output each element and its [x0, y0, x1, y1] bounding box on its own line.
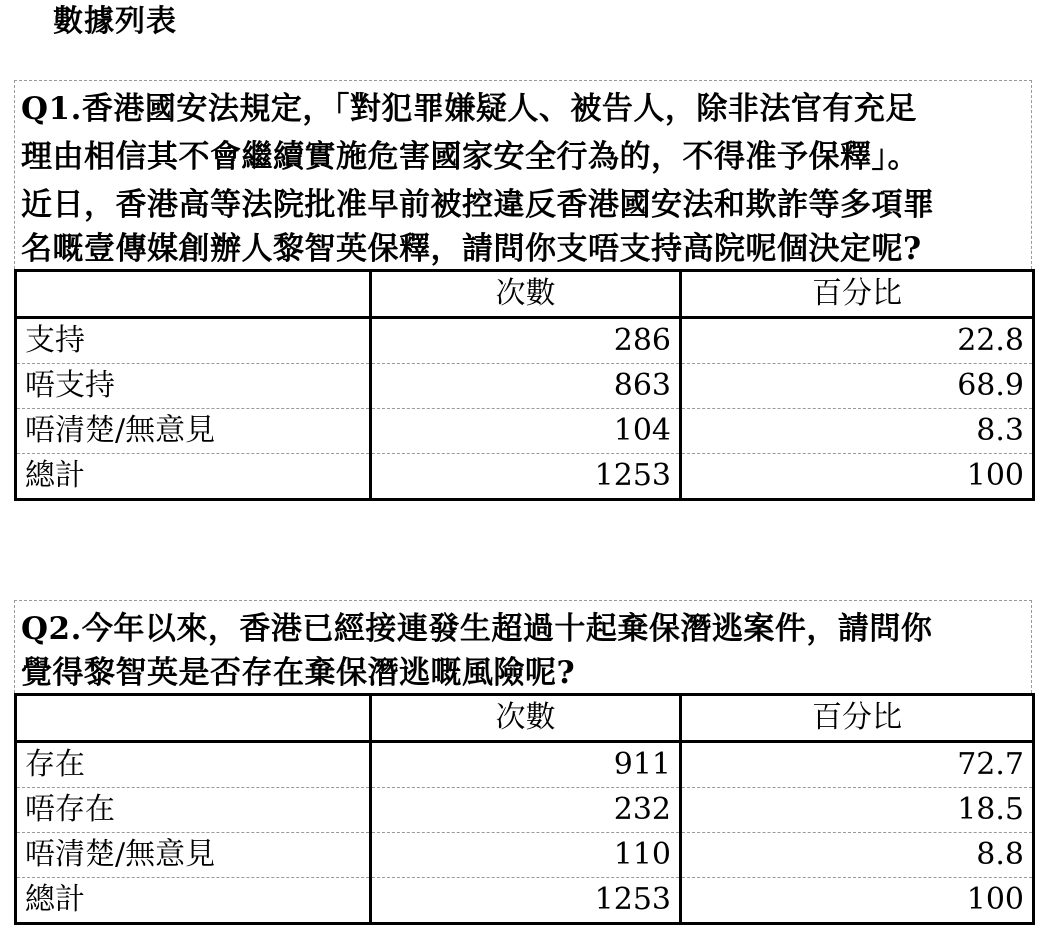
table-row: [16, 788, 1034, 833]
row-label: 存在: [16, 742, 371, 788]
row-percent: 22.8: [681, 318, 1034, 364]
row-percent: 100: [681, 454, 1034, 500]
row-percent: 8.3: [681, 409, 1034, 454]
question-block-q2: [14, 600, 1032, 925]
header-percent-cell: 百分比: [681, 271, 1034, 318]
table-row: [16, 742, 1034, 788]
header-label-cell: [16, 695, 371, 742]
table-row-total: [16, 454, 1034, 500]
row-label: 總計: [16, 878, 371, 924]
header-count-cell: 次數: [371, 271, 681, 318]
results-table-q1: [14, 269, 1035, 501]
question-line: 理由相信其不會繼續實施危害國家安全行為的，不得准予保釋」。: [21, 139, 919, 175]
question-line: Q1.香港國安法規定，「對犯罪嫌疑人、被告人，除非法官有充足: [21, 91, 917, 127]
question-text-q1: [14, 80, 1032, 269]
question-line: 名嘅壹傳媒創辦人黎智英保釋，請問你支唔支持高院呢個決定呢?: [21, 231, 922, 267]
table-header-row: [16, 271, 1034, 318]
table-row: [16, 833, 1034, 878]
row-count: 286: [371, 318, 681, 364]
results-table-q2: [14, 693, 1035, 925]
row-label: 支持: [16, 318, 371, 364]
row-count: 911: [371, 742, 681, 788]
row-percent: 100: [681, 878, 1034, 924]
row-percent: 18.5: [681, 788, 1034, 833]
row-count: 1253: [371, 878, 681, 924]
table-row: [16, 318, 1034, 364]
row-count: 104: [371, 409, 681, 454]
table-row: [16, 409, 1034, 454]
question-line: 覺得黎智英是否存在棄保潛逃嘅風險呢?: [21, 655, 576, 691]
page-title: 數據列表: [53, 4, 177, 39]
row-count: 232: [371, 788, 681, 833]
header-percent-cell: 百分比: [681, 695, 1034, 742]
row-count: 1253: [371, 454, 681, 500]
table-row-total: [16, 878, 1034, 924]
row-count: 863: [371, 364, 681, 409]
question-line: Q2.今年以來，香港已經接連發生超過十起棄保潛逃案件，請問你: [21, 611, 933, 647]
row-label: 總計: [16, 454, 371, 500]
table-row: [16, 364, 1034, 409]
row-label: 唔存在: [16, 788, 371, 833]
row-percent: 8.8: [681, 833, 1034, 878]
row-label: 唔支持: [16, 364, 371, 409]
question-text-q2: [14, 600, 1032, 693]
row-count: 110: [371, 833, 681, 878]
row-label: 唔清楚/無意見: [16, 833, 371, 878]
question-block-q1: [14, 80, 1032, 501]
question-line: 近日，香港高等法院批准早前被控違反香港國安法和欺詐等多項罪: [21, 187, 935, 223]
header-label-cell: [16, 271, 371, 318]
header-count-cell: 次數: [371, 695, 681, 742]
table-header-row: [16, 695, 1034, 742]
row-label: 唔清楚/無意見: [16, 409, 371, 454]
row-percent: 72.7: [681, 742, 1034, 788]
row-percent: 68.9: [681, 364, 1034, 409]
